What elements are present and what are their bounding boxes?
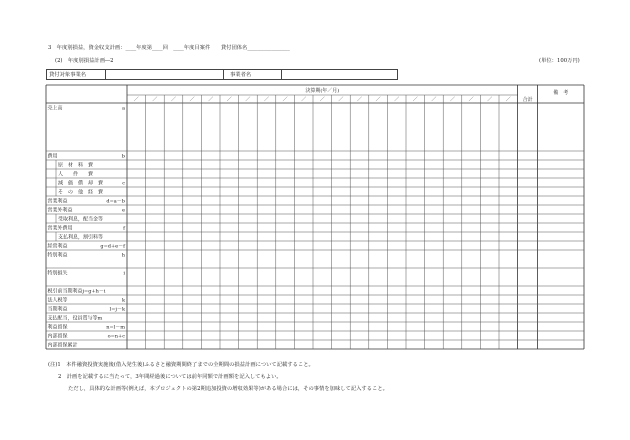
- note-1: (注)1 本件融資投資実施後(借入発生後)ふるさと融資期間終了までの全期間の損益計画について記載すること。: [48, 362, 314, 368]
- row-label: 原 材 料 費: [58, 162, 94, 169]
- section-title: 3 年度別損益，資金収支計画：____年度第____回 ____年度目案件 貸付団体名________________: [48, 45, 290, 51]
- row-label: 費用: [47, 153, 58, 160]
- period-header: 決算期(年／月): [305, 88, 340, 94]
- period-cell-slash: ／: [301, 97, 307, 103]
- sub-title: (2) 年度別損益計画―2: [55, 58, 114, 64]
- row-code: n=l－m: [106, 324, 125, 331]
- period-cell-slash: ／: [208, 97, 214, 103]
- period-cell-slash: ／: [189, 97, 195, 103]
- row-label: 減 価 償 却 費: [58, 180, 104, 187]
- period-cell-slash: ／: [263, 97, 270, 103]
- period-cell-slash: ／: [152, 97, 158, 103]
- row-label: 支払利息，割引料等: [58, 234, 104, 241]
- row-label: 利益留保: [47, 324, 68, 331]
- row-label: 当期利益: [47, 306, 68, 313]
- row-label: 支払配当，役員賞与等m: [47, 315, 103, 322]
- row-code: h: [121, 252, 125, 259]
- row-code: d=a－b: [106, 198, 125, 205]
- row-code: e: [122, 207, 125, 214]
- period-cell-slash: ／: [468, 97, 474, 103]
- period-cell-slash: ／: [375, 97, 381, 103]
- business-label: 事業者名: [230, 71, 252, 78]
- row-label: 特別利益: [47, 252, 68, 259]
- row-label: 経常利益: [47, 243, 68, 250]
- row-code: o=n+c: [107, 333, 125, 340]
- period-cell-slash: ／: [245, 97, 251, 103]
- row-label: 内部留保累計: [47, 342, 78, 349]
- period-cell-slash: ／: [412, 97, 418, 103]
- row-code: k: [121, 297, 125, 304]
- row-code: g=d+e－f: [100, 243, 125, 250]
- row-code: b: [121, 153, 125, 160]
- period-cell-slash: ／: [319, 97, 325, 103]
- row-label: 営業外利益: [47, 207, 73, 214]
- row-label: 税引前当期利益j=g+h－i: [47, 288, 106, 295]
- row-label: 営業外費用: [47, 225, 73, 232]
- row-label: 法人税等: [47, 297, 68, 304]
- row-code: c: [122, 180, 125, 187]
- row-label: 人 件 費: [58, 171, 94, 178]
- period-cell-slash: ／: [338, 97, 344, 103]
- period-cell-slash: ／: [170, 97, 177, 103]
- lender-label: 貸付対象事業名: [49, 71, 87, 78]
- remarks-header: 備 考: [553, 90, 569, 96]
- note-2: 2 計画を記載するに当たって，3年間経過後については前年同額で計画額を記入してもよい。: [58, 374, 282, 380]
- period-cell-slash: ／: [449, 97, 456, 103]
- row-label: 売上高: [47, 105, 63, 112]
- period-cell-slash: ／: [487, 97, 493, 103]
- period-cell-slash: ／: [356, 97, 363, 103]
- period-cell-slash: ／: [282, 97, 288, 103]
- row-code: a: [122, 105, 125, 112]
- row-label: そ の 他 経 費: [58, 189, 104, 196]
- row-code: i: [123, 270, 125, 277]
- note-3: ただし，具体的な計画等(例えば，本プロジェクトの第2期追加投資の増収効果等)がある場合には，その事情を加味して記入すること。: [68, 386, 388, 392]
- row-code: l=j－k: [109, 306, 125, 313]
- row-label: 特別損失: [47, 270, 68, 277]
- period-cell-slash: ／: [133, 97, 139, 103]
- period-cell-slash: ／: [505, 97, 511, 103]
- period-cell-slash: ／: [431, 97, 437, 103]
- row-label: 受取利息，配当金等: [58, 216, 104, 223]
- total-header: 合計: [522, 97, 533, 103]
- unit-label: (単位：100万円): [539, 58, 580, 64]
- row-label: 営業利益: [47, 198, 68, 205]
- row-code: f: [123, 225, 125, 232]
- row-label: 内部留保: [47, 333, 68, 340]
- period-cell-slash: ／: [226, 97, 232, 103]
- period-cell-slash: ／: [394, 97, 400, 103]
